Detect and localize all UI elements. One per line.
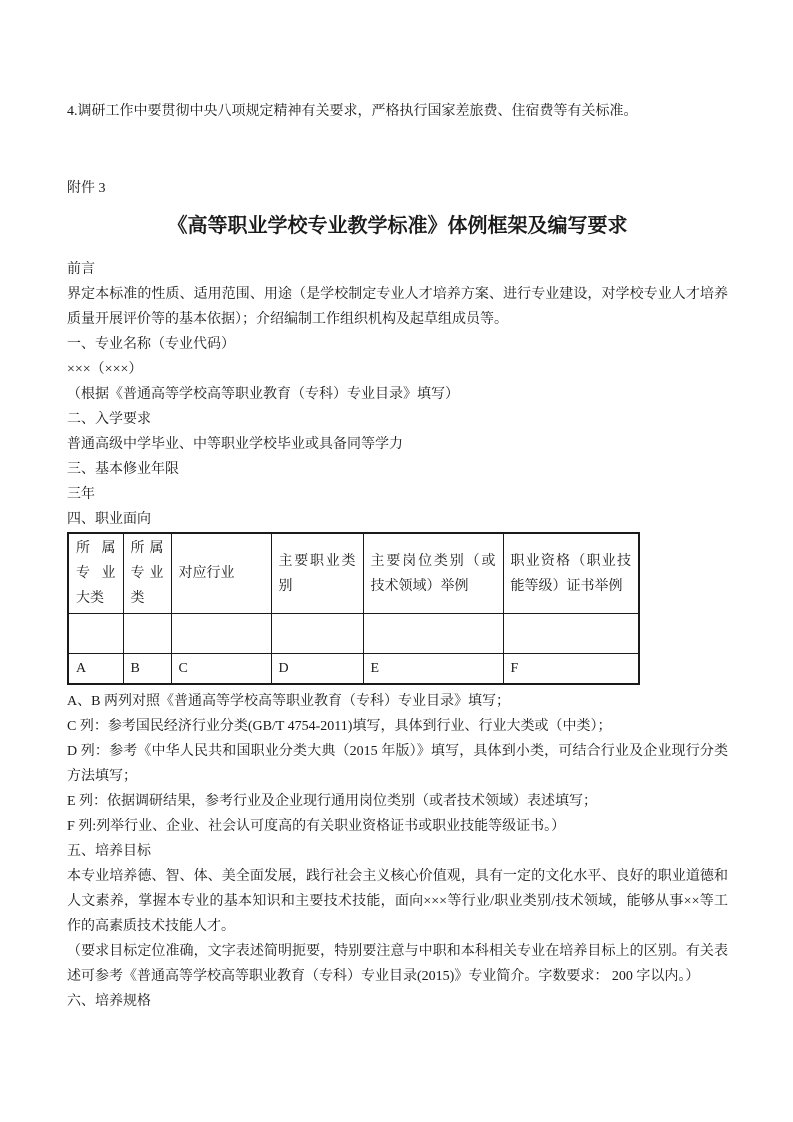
note-row-d: D 列：参考《中华人民共和国职业分类大典（2015 年版）》填写，具体到小类，可结合行业及企业现行分类方法填写； (67, 744, 728, 784)
preface-heading: 前言 (67, 262, 95, 277)
table-empty-cell (171, 614, 271, 654)
section-3-body: 三年 (67, 487, 95, 502)
section-5-note: （要求目标定位准确，文字表述简明扼要，特别要注意与中职和本科相关专业在培养目标上的区别。有关表述可参考《普通高等学校高等职业教育（专科）专业目录(2015)》专业简介。字数要求： 200 字以内。） (67, 944, 728, 984)
major-name-placeholder: ×××（×××） (67, 362, 143, 377)
section-5-body: 本专业培养德、智、体、美全面发展，践行社会主义核心价值观，具有一定的文化水平、良好的职业道德和人文素养，掌握本专业的基本知识和主要技术技能，面向×××等行业/职业类别/技术领域，能够从事××等工作的高素质技术技能人才。 (67, 869, 728, 934)
note-row-f: F 列:列举行业、企业、社会认可度高的有关职业资格证书或职业技能等级证书。） (67, 819, 566, 834)
table-header-cell: 主要职业类别 (271, 533, 363, 614)
table-empty-cell (363, 614, 503, 654)
table-empty-cell (68, 614, 123, 654)
major-name-note: （根据《普通高等学校高等职业教育（专科）专业目录》填写） (67, 387, 459, 402)
table-empty-cell (503, 614, 639, 654)
table-header-cell: 所属专业类 (123, 533, 171, 614)
table-header-cell: 所属专业大类 (68, 533, 123, 614)
job-orientation-table (67, 532, 640, 685)
table-header-cell: 职业资格（职业技能等级）证书举例 (503, 533, 639, 614)
table-header-cell: 主要岗位类别（或技术领域）举例 (363, 533, 503, 614)
preface-paragraph: 界定本标准的性质、适用范围、用途（是学校制定专业人才培养方案、进行专业建设，对学校专业人才培养质量开展评价等的基本依据）；介绍编制工作组织机构及起草组成员等。 (67, 287, 728, 327)
section-2-heading: 二、入学要求 (67, 412, 151, 427)
section-4-heading: 四、职业面向 (67, 512, 151, 527)
section-1-heading: 一、专业名称（专业代码） (67, 337, 235, 352)
table-header-row (68, 533, 639, 614)
note-row-e: E 列：依据调研结果，参考行业及企业现行通用岗位类别（或者技术领域）表述填写； (67, 794, 598, 809)
table-key-cell: B (123, 654, 171, 685)
attachment-label: 附件 3 (67, 181, 106, 196)
note-row-c: C 列：参考国民经济行业分类(GB/T 4754-2011)填写，具体到行业、行业大类或（中类）； (67, 719, 612, 734)
table-key-cell: E (363, 654, 503, 685)
page-title: 《高等职业学校专业教学标准》体例框架及编写要求 (167, 215, 628, 237)
table-key-cell: A (68, 654, 123, 685)
table-key-cell: D (271, 654, 363, 685)
section-3-heading: 三、基本修业年限 (67, 462, 179, 477)
table-key-cell: C (171, 654, 271, 685)
section-5-heading: 五、培养目标 (67, 844, 151, 859)
table-header-cell: 对应行业 (171, 533, 271, 614)
section-6-heading: 六、培养规格 (67, 994, 151, 1009)
table-key-cell: F (503, 654, 639, 685)
table-empty-row (68, 614, 639, 654)
table-column-key-row (68, 654, 639, 685)
table-empty-cell (271, 614, 363, 654)
header-note: 4.调研工作中要贯彻中央八项规定精神有关要求，严格执行国家差旅费、住宿费等有关标准。 (67, 104, 638, 119)
section-2-body: 普通高级中学毕业、中等职业学校毕业或具备同等学力 (67, 437, 403, 452)
note-row-ab: A、B 两列对照《普通高等学校高等职业教育（专科）专业目录》填写； (67, 694, 510, 709)
table-empty-cell (123, 614, 171, 654)
